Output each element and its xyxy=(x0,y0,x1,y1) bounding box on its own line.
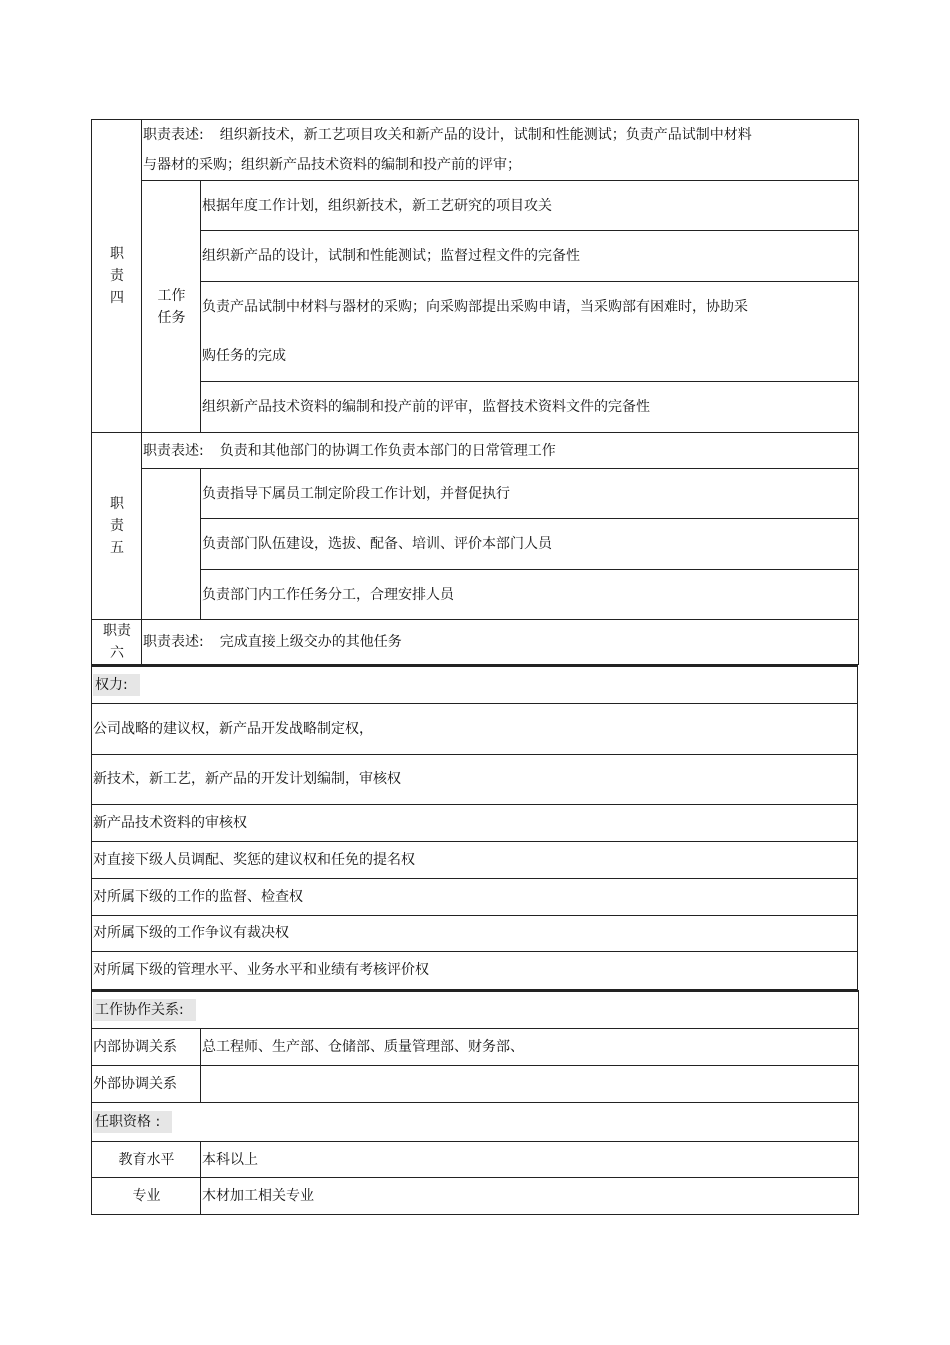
authority-item-1: 公司战略的建议权，新产品开发战略制定权， xyxy=(92,703,858,754)
duty4-description-row xyxy=(92,120,859,181)
internal-coordination-label: 内部协调关系 xyxy=(92,1029,201,1066)
education-value: 本科以上 xyxy=(201,1142,859,1178)
authority-item-row xyxy=(92,754,858,804)
duties-table xyxy=(91,119,859,665)
qualification-heading: 任职资格 : xyxy=(92,1103,859,1142)
duty4-task-3-line2: 购任务的完成 xyxy=(201,332,859,382)
duty5-task-1: 负责指导下属员工制定阶段工作计划，并督促执行 xyxy=(201,469,859,519)
authority-item-4: 对直接下级人员调配、奖惩的建议权和任免的提名权 xyxy=(92,841,858,878)
external-coordination-row xyxy=(92,1066,859,1103)
duty4-task-row xyxy=(92,231,859,282)
external-coordination-label: 外部协调关系 xyxy=(92,1066,201,1103)
duty5-label: 职 责 五 xyxy=(92,433,142,620)
authority-table xyxy=(91,665,858,990)
job-description-document xyxy=(91,119,858,1215)
major-row xyxy=(92,1178,859,1215)
duty5-desc-text: 负责和其他部门的协调工作负责本部门的日常管理工作 xyxy=(219,442,556,459)
authority-item-5: 对所属下级的工作的监督、检查权 xyxy=(92,878,858,915)
authority-item-6: 对所属下级的工作争议有裁决权 xyxy=(92,915,858,951)
duty4-label: 职 责 四 xyxy=(92,120,142,433)
education-row xyxy=(92,1142,859,1178)
duty5-description xyxy=(142,433,859,469)
authority-item-7: 对所属下级的管理水平、业务水平和业绩有考核评价权 xyxy=(92,951,858,989)
duty4-task-3-line1: 负责产品试制中材料与器材的采购；向采购部提出采购申请，当采购部有困难时，协助采 xyxy=(201,282,859,332)
duty4-desc-label: 职责表述: xyxy=(143,127,204,143)
duty6-desc-text: 完成直接上级交办的其他任务 xyxy=(219,634,402,650)
duty5-task-label-empty xyxy=(142,469,201,620)
duty4-desc-line2: 与器材的采购；组织新产品技术资料的编制和投产前的评审； xyxy=(143,157,521,173)
authority-item-row xyxy=(92,878,858,915)
cooperation-heading-row xyxy=(92,991,859,1029)
duty4-desc-line1: 组织新技术，新工艺项目攻关和新产品的设计，试制和性能测试；负责产品试制中材料 xyxy=(219,127,752,143)
duty6-label: 职责 六 xyxy=(92,620,142,665)
duty5-task-row xyxy=(92,570,859,620)
internal-coordination-value: 总工程师、生产部、仓储部、质量管理部、财务部、 xyxy=(201,1029,859,1066)
authority-heading-row xyxy=(92,666,858,703)
qualification-heading-row xyxy=(92,1103,859,1142)
education-label: 教育水平 xyxy=(92,1142,201,1178)
duty4-task-1: 根据年度工作计划，组织新技术，新工艺研究的项目攻关 xyxy=(201,181,859,231)
duty5-task-row xyxy=(92,469,859,519)
authority-item-row xyxy=(92,804,858,841)
authority-item-row xyxy=(92,915,858,951)
external-coordination-value xyxy=(201,1066,859,1103)
duty4-description xyxy=(142,120,859,181)
cooperation-heading: 工作协作关系: xyxy=(92,991,859,1029)
duty4-task-label: 工作 任务 xyxy=(142,181,201,433)
authority-item-row xyxy=(92,841,858,878)
internal-coordination-row xyxy=(92,1029,859,1066)
duty5-task-2: 负责部门队伍建设，选拔、配备、培训、评价本部门人员 xyxy=(201,519,859,570)
authority-item-row xyxy=(92,951,858,989)
duty6-description xyxy=(142,620,859,665)
major-label: 专业 xyxy=(92,1178,201,1215)
duty4-task-row xyxy=(92,382,859,433)
duty4-task-row xyxy=(92,332,859,382)
duty5-task-row xyxy=(92,519,859,570)
duty5-description-row xyxy=(92,433,859,469)
duty4-task-row xyxy=(92,282,859,332)
duty4-task-2: 组织新产品的设计，试制和性能测试；监督过程文件的完备性 xyxy=(201,231,859,282)
duty5-task-3: 负责部门内工作任务分工，合理安排人员 xyxy=(201,570,859,620)
authority-item-2: 新技术，新工艺，新产品的开发计划编制，审核权 xyxy=(92,754,858,804)
cooperation-table xyxy=(91,990,859,1216)
authority-heading: 权力: xyxy=(92,666,858,703)
duty5-desc-label: 职责表述: xyxy=(143,442,204,459)
duty6-desc-label: 职责表述: xyxy=(143,634,204,650)
duty4-task-row xyxy=(92,181,859,231)
duty6-row xyxy=(92,620,859,665)
major-value: 木材加工相关专业 xyxy=(201,1178,859,1215)
duty4-task-4: 组织新产品技术资料的编制和投产前的评审，监督技术资料文件的完备性 xyxy=(201,382,859,433)
authority-item-3: 新产品技术资料的审核权 xyxy=(92,804,858,841)
authority-item-row xyxy=(92,703,858,754)
